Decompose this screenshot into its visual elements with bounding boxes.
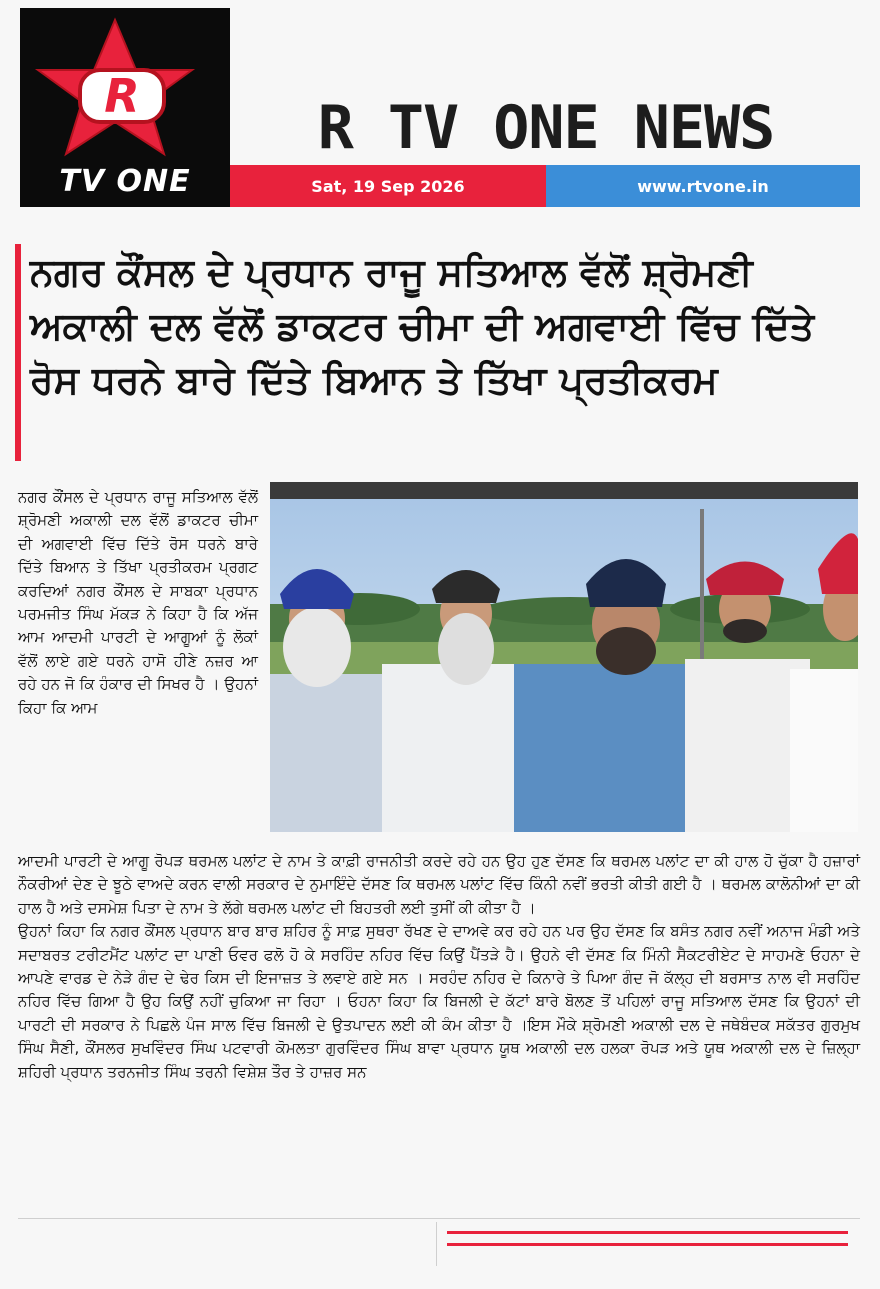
website-link[interactable]: www.rtvone.in [637, 176, 769, 196]
footer-vertical-divider [436, 1222, 437, 1266]
footer-red-rule-top [447, 1231, 848, 1234]
group-photo-illustration [270, 499, 858, 832]
logo [20, 8, 230, 207]
footer-red-rule-bottom [447, 1243, 848, 1246]
url-bar[interactable] [546, 165, 860, 207]
date-text: Sat, 19 Sep 2026 [311, 176, 465, 196]
headline-accent-bar [15, 244, 21, 461]
headline: ਨਗਰ ਕੌਂਸਲ ਦੇ ਪ੍ਰਧਾਨ ਰਾਜੂ ਸਤਿਆਲ ਵੱਲੋਂ ਸ਼੍ਰੋਮਣੀ ਅਕਾਲੀ ਦਲ ਵੱਲੋਂ ਡਾਕਟਰ ਚੀਮਾ ਦੀ ਅਗਵਾਈ ਵਿੱਚ ਦਿੱਤੇ ਰੋਸ ਧਰਨੇ ਬਾਰੇ ਦਿੱਤੇ ਬਿਆਨ ਤੇ ਤਿੱਖਾ ਪ੍ਰਤੀਕਰਮ [30, 250, 815, 402]
article-paragraph-1: ਆਦਮੀ ਪਾਰਟੀ ਦੇ ਆਗੂ ਰੋਪੜ ਥਰਮਲ ਪਲਾਂਟ ਦੇ ਨਾਮ ਤੇ ਕਾਫ਼ੀ ਰਾਜਨੀਤੀ ਕਰਦੇ ਰਹੇ ਹਨ ਉਹ ਹੁਣ ਦੱਸਣ ਕਿ ਥਰਮਲ ਪਲਾਂਟ ਦਾ ਕੀ ਹਾਲ ਹੋ ਚੁੱਕਾ ਹੈ ਹਜ਼ਾਰਾਂ ਨੌਕਰੀਆਂ ਦੇਣ ਦੇ ਝੂਠੇ ਵਾਅਦੇ ਕਰਨ ਵਾਲੀ ਸਰਕਾਰ ਦੇ ਨੁਮਾਇੰਦੇ ਦੱਸਣ ਕਿ ਥਰਮਲ ਪਲਾਂਟ ਵਿੱਚ ਕਿੰਨੀ ਨਵੀਂ ਭਰਤੀ ਕੀਤੀ ਗਈ ਹੈ । ਥਰਮਲ ਕਾਲੋਨੀਆਂ ਦਾ ਕੀ ਹਾਲ ਹੈ ਅਤੇ ਦਸਮੇਸ਼ ਪਿਤਾ ਦੇ ਨਾਮ ਤੇ ਲੱਗੇ ਥਰਮਲ ਪਲਾਂਟ ਦੀ ਬਿਹਤਰੀ ਲਈ ਤੁਸੀਂ ਕੀ ਕੀਤਾ ਹੈ । [18, 852, 860, 917]
logo-subtitle: TV ONE [59, 164, 191, 199]
photo-top-bar [270, 482, 858, 499]
news-photo [270, 499, 858, 832]
date-bar [230, 165, 546, 207]
logo-letter: R [104, 69, 140, 123]
article-lead: ਨਗਰ ਕੌਂਸਲ ਦੇ ਪ੍ਰਧਾਨ ਰਾਜੂ ਸਤਿਆਲ ਵੱਲੋਂ ਸ਼੍ਰੋਮਣੀ ਅਕਾਲੀ ਦਲ ਵੱਲੋਂ ਡਾਕਟਰ ਚੀਮਾ ਦੀ ਅਗਵਾਈ ਵਿੱਚ ਦਿੱਤੇ ਰੋਸ ਧਰਨੇ ਬਾਰੇ ਦਿੱਤੇ ਬਿਆਨ ਤੇ ਤਿੱਖਾ ਪ੍ਰਤੀਕਰਮ ਪ੍ਰਗਟ ਕਰਦਿਆਂ ਨਗਰ ਕੌਂਸਲ ਦੇ ਸਾਬਕਾ ਪ੍ਰਧਾਨ ਪਰਮਜੀਤ ਸਿੰਘ ਮੱਕੜ ਨੇ ਕਿਹਾ ਹੈ ਕਿ ਅੱਜ ਆਮ ਆਦਮੀ ਪਾਰਟੀ ਦੇ ਆਗੂਆਂ ਨੂੰ ਲੋਕਾਂ ਵੱਲੋਂ ਲਾਏ ਗਏ ਧਰਨੇ ਹਾਸੋ ਹੀਣੇ ਨਜ਼ਰ ਆ ਰਹੇ ਹਨ ਜੋ ਕਿ ਹੰਕਾਰ ਦੀ ਸਿਖਰ ਹੈ । ਉਹਨਾਂ ਕਿਹਾ ਕਿ ਆਮ [18, 488, 258, 717]
site-title: R TV ONE NEWS [317, 93, 775, 163]
article-body [18, 850, 860, 1084]
footer-divider [18, 1218, 860, 1219]
article-paragraph-2: ਉਹਨਾਂ ਕਿਹਾ ਕਿ ਨਗਰ ਕੌਂਸਲ ਪ੍ਰਧਾਨ ਬਾਰ ਬਾਰ ਸ਼ਹਿਰ ਨੂੰ ਸਾਫ਼ ਸੁਥਰਾ ਰੱਖਣ ਦੇ ਦਾਅਵੇ ਕਰ ਰਹੇ ਹਨ ਪਰ ਉਹ ਦੱਸਣ ਕਿ ਬਸੰਤ ਨਗਰ ਨਵੀਂ ਅਨਾਜ ਮੰਡੀ ਅਤੇ ਸਦਾਬਰਤ ਟਰੀਟਮੈਂਟ ਪਲਾਂਟ ਦਾ ਪਾਣੀ ਓਵਰ ਫਲੋ ਹੋ ਕੇ ਸਰਹਿੰਦ ਨਹਿਰ ਵਿੱਚ ਕਿਉਂ ਪੈਂਤੜੇ ਹੈ। ਉਹਨੇ ਵੀ ਦੱਸਣ ਕਿ ਮਿੰਨੀ ਸੈਕਟਰੀਏਟ ਦੇ ਸਾਹਮਣੇ ਓਹਨਾ ਦੇ ਆਪਣੇ ਵਾਰਡ ਦੇ ਨੇੜੇ ਗੰਦ ਦੇ ਢੇਰ ਕਿਸ ਦੀ ਇਜਾਜ਼ਤ ਤੇ ਲਵਾਏ ਗਏ ਸਨ । ਸਰਹੰਦ ਨਹਿਰ ਦੇ ਕਿਨਾਰੇ ਤੇ ਪਿਆ ਗੰਦ ਜੋ ਕੱਲ੍ਹ ਦੀ ਬਰਸਾਤ ਨਾਲ ਵੀ ਸਰਹਿੰਦ ਨਹਿਰ ਵਿੱਚ ਗਿਆ ਹੈ ਉਹ ਕਿਉਂ ਨਹੀਂ ਚੁਕਿਆ ਜਾ ਰਿਹਾ । ਓਹਨਾ ਕਿਹਾ ਕਿ ਬਿਜਲੀ ਦੇ ਕੱਟਾਂ ਬਾਰੇ ਬੋਲਣ ਤੋਂ ਪਹਿਲਾਂ ਰਾਜੂ ਸਤਿਆਲ ਦੱਸਣ ਕਿ ਉਹਨਾਂ ਦੀ ਪਾਰਟੀ ਦੀ ਸਰਕਾਰ ਨੇ ਪਿਛਲੇ ਪੰਜ ਸਾਲ ਵਿੱਚ ਬਿਜਲੀ ਦੇ ਉਤਪਾਦਨ ਲਈ ਕੀ ਕੰਮ ਕੀਤਾ ਹੈ ।ਇਸ ਮੌਕੇ ਸ਼੍ਰੋਮਣੀ ਅਕਾਲੀ ਦਲ ਦੇ ਜਥੇਬੰਦਕ ਸਕੱਤਰ ਗੁਰਮੁਖ ਸਿੰਘ ਸੈਣੀ, ਕੌਂਸਲਰ ਸੁਖਵਿੰਦਰ ਸਿੰਘ ਪਟਵਾਰੀ ਕੋਮਲਤਾ ਗੁਰਵਿੰਦਰ ਸਿੰਘ ਬਾਵਾ ਪ੍ਰਧਾਨ ਯੂਥ ਅਕਾਲੀ ਦਲ ਹਲਕਾ ਰੋਪੜ ਅਤੇ ਯੂਥ ਅਕਾਲੀ ਦਲ ਦੇ ਜ਼ਿਲ੍ਹਾ ਸ਼ਹਿਰੀ ਪ੍ਰਧਾਨ ਤਰਨਜੀਤ ਸਿੰਘ ਤਰਨੀ ਵਿਸ਼ੇਸ਼ ਤੌਰ ਤੇ ਹਾਜ਼ਰ ਸਨ [18, 922, 860, 1081]
